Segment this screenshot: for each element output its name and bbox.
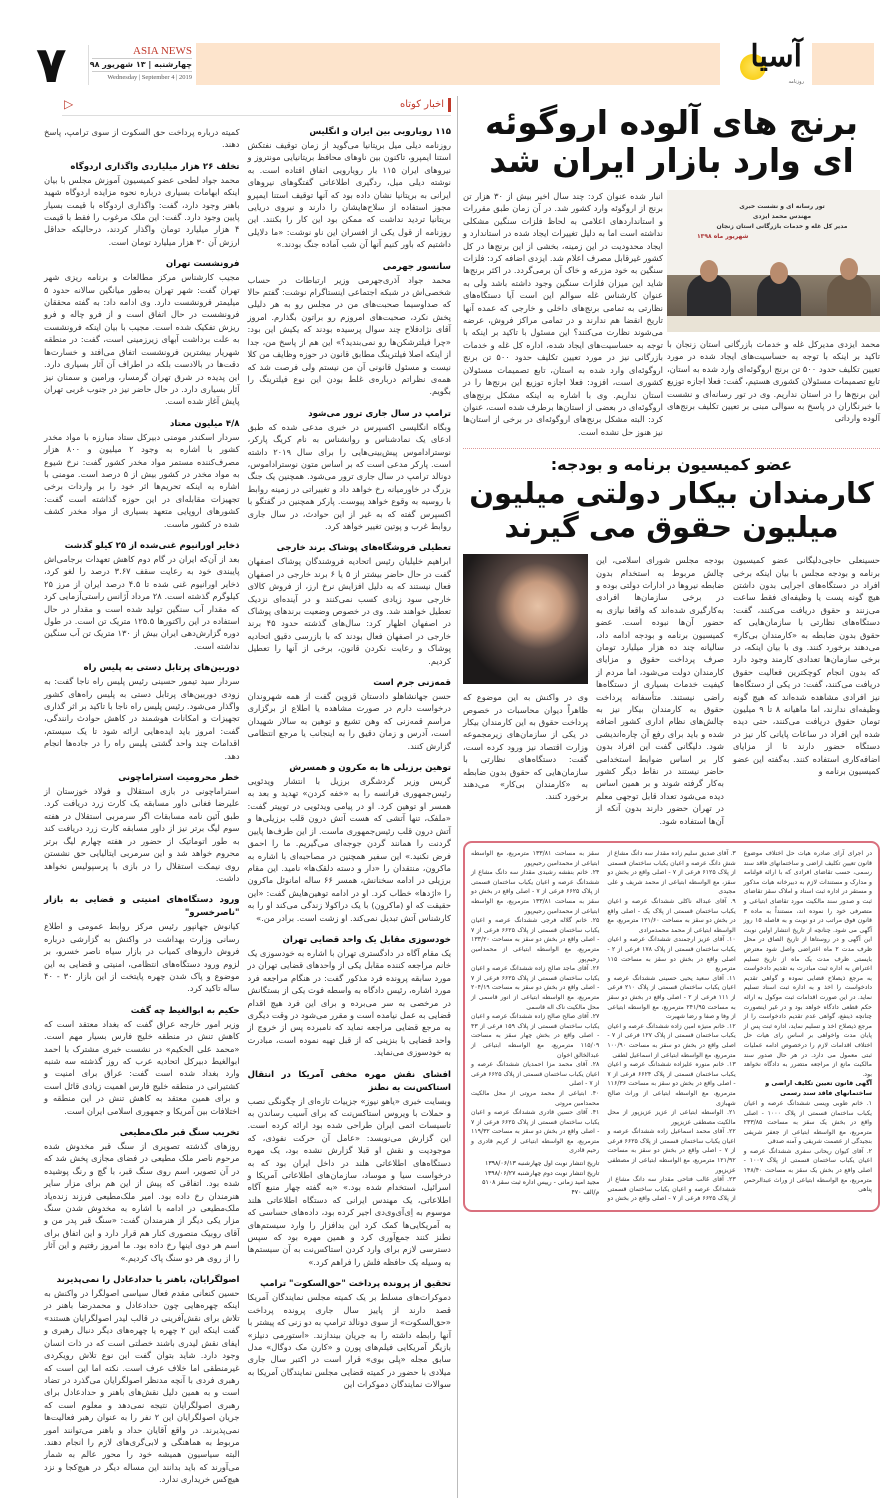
news-item-title: سانسور جهرمی: [382, 261, 451, 272]
notice-item: ۱۱. آقای سعید یحیی حسینی ششدانگ عرصه و اعیان یکباب ساختمان قسمتی از پلاک ۲۱۰ فرعی از ۱۱۱ فرعی از ۲ - اصلی واقع در بخش دو سقز به مساحت ۲۴۱/۹۵ مترمربع، مع الواسطه ابتیاعی از وفا و صفا و رضا شهبرت: [607, 974, 736, 1021]
banner-line: مهندس محمد ایزدی: [752, 213, 812, 220]
news-item-body: روزهای گذشته تصویری از سنگ قبر مخدوش شده مرحوم ناصر ملک مطیعی در فضای مجازی پخش شد که در آن تصویر، اسم روی سنگ قبر، با گچ و رنگ پوشیده شده بود. اتفاقی که پیش از این هم برای مزار سایر هنرمندان رخ داده بود. امیر ملک‌مطیعی فرزند زنده‌یاد ملک‌مطیعی در ادامه با اشاره به مخدوش شدن سنگ مزار یکی دیگر از هنرمندان گفت: «سنگ قبر پدر من و آقای روبیک منصوری کنار هم قرار دارد و این اتفاق برای اسم هر دوی اینها رخ داده بود. ما امروز رفتیم و این آثار را از روی هر دو سنگ پاک کردیم.»: [44, 1141, 240, 1263]
notice-item: ۲۷. آقای صالح صالح زاده ششدانگ عرصه و اعیان یکباب ساختمان قسمتی از پلاک ۱۵۹ فرعی از ۴۳ - اصلی واقع در بخش چهار سقز به مساحت ۱۱۵/۰۹ مترمربع، مع الواسطه ابتیاعی از عبدالخالق اخوان: [471, 1013, 600, 1059]
banner-line: شهریور ماه ۱۳۹۸: [697, 233, 749, 240]
notice-item: ۲۱. الواسطه ابتیاعی از عزیز عزیزپور از محل مالکیت مصطفی عزیزپور: [607, 1109, 736, 1126]
header-band-right: [812, 43, 874, 85]
article1-body: انبار شده عنوان کرد: چند سال اخیر بیش از ۳۰ هزار تن برنج از اروگوئه وارد کشور شد. در آن زمان طبق مقررات و استانداردهای اعلامی به لحاظ فلزات سنگین مشکلی نداشته است اما به دلیل تغییرات ایجاد شده در استاندارد و ایجاد محدودیت در این زمینه، بخشی از این برنج‌ها در کل کشور غیرقابل مصرف اعلام شد. ایزدی اضافه کرد: فلزات سنگین به خود مزرعه و خاک آن برمی‌گردد. در اکثر برنج‌ها شاید این میزان فلزات سنگین وجود داشته باشد ولی به عنوان کارشناس غله سوالم این است آیا دستگاه‌های نظارتی به تمامی برنج‌های داخلی و خارجی که عمده آنها تاریخ انقضا هم ندارند و در تمامی مراکز فروش، عرضه می‌شوند نظارت می‌کنند؟ این مسئول با تاکید بر اینکه با توجه به حساسیت‌های ایجاد شده، اداره کل غله و خدمات بازرگانی نیز در مورد تعیین تکلیف حدود ۵۰۰ تن برنج اروگوئه‌ای وارد شده به استان، تابع تصمیمات مسئولان کشوری است، افزود: فعلا اجازه توزیع این برنج‌ها را در استان نداریم. وی با اشاره به اینکه مشکل برنج‌های اروگوئه‌ای در بعضی از استان‌ها برطرف شده است، عنوان کرد: البته مشکل برنج‌های اروگوئه‌ای در برخی از استان‌ها نیز هنوز حل نشده است.: [463, 191, 663, 437]
news-item-title: افشای نقش مهره مخفی آمریکا در انتقال استاکس‌نت به نطنز: [247, 1069, 451, 1093]
news-item-title: فرونشست تهران: [165, 259, 240, 270]
notice-item: ۲۸. آقای محمد مزا احمدیان ششدانگ عرصه و اعیان یکباب ساختمان قسمتی از پلاک ۶۶۲۵ فرعی از ۷ - اصلی: [471, 1061, 600, 1088]
legal-notice-box: [463, 841, 880, 1212]
publish-date-1: تاریخ انتشار نوبت اول چهارشنبه ۱۳۹۸/۰۶/۱۳: [485, 1160, 600, 1168]
logo: [722, 40, 808, 88]
news-item-title: خودسوزی مقابل یک واحد قضایی تهران: [282, 934, 451, 945]
news-item-title: تعطیلی فروشگاه‌های پوشاک برند خارجی: [276, 543, 451, 554]
notice-intro: در اجرای آرای صادره هیات حل اختلاف موضوع قانون تعیین تکلیف اراضی و ساختمانهای فاقد سند رسمی، حسب تقاضای افرادی که با ارائه قولنامه و مدارک و مستندات لازم به دبیرخانه هیات مذکور و مستقر در اداره ثبت اسناد و املاک سقز تقاضای ثبت و صدور سند مالکیت مورد تقاضای ابتیاعی و متصرفی خود را نموده اند، مستنداً به ماده ۳ قانون فوق مراتب در دو نوبت و به فاصله ۱۵ روز آگهی می شود. چنانچه از تاریخ انتشار اولین نوبت این آگهی و در روستاها از تاریخ الصاق در محل ظرف مدت ۲ ماه اعتراضی واصل شود معترض بایستی ظرف مدت یک ماه از تاریخ تسلیم اعتراض به اداره ثبت مبادرت به تقدیم دادخواست به مرجع ذیصلاح قضایی نموده و گواهی تقدیم دادخواست را اخذ و به اداره ثبت اسناد تسلیم نماید. در این صورت اقدامات ثبت موکول به ارائه حکم قطعی دادگاه خواهد بود و در غیر اینصورت چنانچه ذینفع، گواهی عدم تقدیم دادخواست را از مرجع ذیصلاح اخذ و تسلیم نماید، اداره ثبت پس از پایان مدت واخواهی بر اساس رای هیات حل اختلاف اقدامات لازم را درخصوص ادامه عملیات ثبتی معمول می دارد. در هر حال صدور سند مالکیت مانع از مراجعه متضرر به دادگاه نخواهد بود.: [743, 850, 873, 1078]
article1-caption: محمد ایزدی مدیرکل غله و خدمات بازرگانی استان زنجان با تاکید بر اینکه با توجه به حساسیت‌های ایجاد شده در مورد تعیین تکلیف حدود ۵۰۰ تن برنج اروگوئه‌ای وارد شده به استان، تابع تصمیمات مسئولان کشوری هستیم، گفت: فعلا اجازه توزیع این برنج‌ها را در استان نداریم. وی در تور رسانه‌ای و نشست با خبرنگاران در پاسخ به سوالی مبنی بر تعیین تکلیف برنج‌های آلوده وارداتی: [667, 339, 881, 424]
short-news-column-a: [248, 126, 451, 1391]
news-item-title: ترامپ در سال جاری ترور می‌شود: [308, 408, 451, 419]
signature: مجید امید زمانی - رییس اداره ثبت سقز ۵۱۰۸: [482, 1179, 600, 1187]
notice-item: ۲۶. آقای ماجد صالح زاده ششدانگ عرصه و اعیان یکباب ساختمان قسمتی از پلاک ۶۶۲۵ فرعی از ۷ - اصلی واقع در بخش دو سقز به مساحت ۲۰۴/۱۹ مترمربع، مع الواسطه ابتیاعی از انور قاسمی از محل مالکیت ناک اله قاسمی: [471, 965, 600, 1011]
banner-line: مدیر کل غله و خدمات بازرگانی استان زنجان: [716, 223, 848, 230]
news-item-title: ۱۱۵ رویارویی بین ایران و انگلیس: [309, 127, 451, 137]
page-number: ۷: [36, 36, 67, 94]
notice-item: ۹. آقای عبداله ناکلی ششدانگ عرصه و اعیان یکباب ساختمان قسمتی از پلاک یک - اصلی واقع در بخش دو سقز به مساحت ۱۲۱/۶۰ مترمربع، مع الواسطه ابتیاعی از محمد محمدمرادی: [607, 898, 736, 934]
news-item-body: استراماچونی در بازی استقلال و فولاد خوزستان از علیرضا فغانی داور مسابقه یک کارت زرد دریافت کرد. طبق آئین نامه مسابقات اگر سرمربی استقلال در هفته سوم لیگ برتر نیز از داور مسابقه کارت زرد دریافت کند به طور اتوماتیک از حضور در هفته چهارم لیگ برتر محروم خواهد شد و این سرمربی ایتالیایی حق نشستن روی نیمکت استقلال را در بازی با پرسپولیس نخواهد داشت.: [44, 786, 240, 883]
news-item-body: مجیب کارشناس مرکز مطالعات و برنامه ریزی شهر تهران گفت: شهر تهران به‌طور میانگین سالانه حدود ۵ میلیمتر فرونشست دارد. وی ادامه داد: به گفته محققان فرونشست در حال اتفاق است و از فرو چاله و فرو ریزش تفکیک شده است. مجیب با بیان اینکه فرونشست به علت برداشت آبهای زیرزمینی است، گفت: در منطقه شهریار بیشترین فرونشست اتفاق می‌افتد و خسارت‌ها دقت‌ها در بالادست بلکه در اطراف آن آثار بسیاری دارد. این پدیده در شرق تهران گرمسار، ورامین و سمنان نیز آثار بسیاری دارد. در حال حاضر نیز در جنوب غربی تهران پایش آغاز شده است.: [44, 272, 240, 407]
short-news-column-b: [44, 126, 240, 1486]
publish-date-2: تاریخ انتشار نوبت دوم چهارشنبه ۱۳۹۸/۰۶/۲۷: [484, 1169, 600, 1177]
article2-photo-block: [463, 554, 588, 803]
news-item-title: قمه‌زنی جرم است: [373, 678, 451, 689]
notice-item: ۲۳. آقای غالب فتاحی مقدار سه دانگ مشاع از ششدانگ عرصه و اعیان یکباب ساختمان قسمتی از پلاک ۶۶۲۵ فرعی از ۷ - اصلی واقع در بخش دو سقز به مساحت ۱۳۳/۸۱ مترمربع، مع الواسطه ابتیاعی از محمدامین رحیم‌پور: [471, 850, 736, 1203]
article1-photo-block: [667, 190, 880, 425]
news-item-body: کیانوش جهانپور رئیس مرکز روابط عمومی و اطلاع رسانی وزارت بهداشت در واکنش به گزارشی درباره فروش داروهای کمیاب در بازار سیاه ناصر خسرو، بر لزوم ورود دستگاه‌های انتظامی، امنیتی و قضایی به این موضوع و پاک شدن چهره پایتخت از این بازار ۳۰ - ۴۰ ساله تاکید کرد.: [44, 921, 240, 994]
notice-item: ۱۰. آقای عزیز ارجمندی ششدانگ عرصه و اعیان یکباب ساختمان قسمتی از پلاک ۱۷۸ فرعی از ۲ - اصلی واقع در بخش دو سقز به مساحت ۱۱۵ مترمربع: [607, 936, 736, 973]
notice-item: ۱۲. خانم منیژه امین زاده ششدانگ عرصه و اعیان یکباب ساختمان قسمتی از پلاک ۱۲۷ فرعی از ۷ - اصلی واقع در بخش دو سقز به مساحت ۱۰۰/۹۰ مترمربع، مع الواسطه ابتیاعی از اسماعیل لطفی: [607, 1022, 736, 1059]
notice-footer: [471, 1159, 599, 1197]
notice-item: ۲۴. خانم بنفشه رشیدی مقدار سه دانگ مشاع از ششدانگ عرصه و اعیان یکباب ساختمان قسمتی از پلاک ۶۶۲۵ فرعی از ۷ - اصلی واقع در بخش دو سقز به مساحت ۱۳۳/۸۱ مترمربع، مع الواسطه ابتیاعی از محمدامین رحیم‌پور: [471, 869, 600, 915]
article2-kicker: عضو کمیسیون برنامه و بودجه:: [550, 455, 793, 475]
news-item-body: حسن جهانشاهلو دادستان قزوین گفت از همه شهروندان درخواست دارم در صورت مشاهده یا اطلاع از برگزاری مراسم قمه‌زنی که وهن تشیع و توهین به سالار شهیدان است، آدرس و زمان دقیق را به اینجانب یا مرجع انتظامی گزارش کنند.: [247, 691, 451, 751]
news-item-body: وبگاه انگلیسی اکسپرس در خبری مدعی شده که طبق ادعای یک نمادشناس و روانشناس به نام کریگ پارکر، نوستراداموس پیش‌بینی‌هایی را برای سال ۲۰۱۹ داشته است. پارکر مدعی است که بر اساس متون نوستراداموس، دونالد ترامپ در سال جاری ترور می‌شود. همچنین یک جنگ بزرگ در خاورمیانه رخ خواهد داد و تغییراتی در زمینه روابط با روسیه به وقوع خواهد پیوست. پارکر همچنین در گفتگو با اکسپرس گفته که به غیر از این حوادث، در سال جاری روابط غرب و پوتین تغییر خواهد کرد.: [247, 421, 451, 531]
news-item-body: سردار اسکندر مومنی دبیرکل ستاد مبارزه با مواد مخدر کشور با اشاره به وجود ۲ میلیون و ۸۰۰ هزار مصرف‌کننده مستمر مواد مخدر کشور گفت: نرخ شیوع به مواد مخدر در کشور بیش از ۵ درصد است. مومنی با اشاره به اینکه تحریم‌ها اثر خود را بر واردات برخی تجهیزات مقابله‌ای در این حوزه گذاشته است گفت: کشورهای اروپایی متعهد بسیاری از مواد مخدر کشف شده در کشور ماست.: [44, 431, 240, 529]
person-head: [770, 262, 788, 284]
news-item-title: خطر محرومیت استراماچونی: [118, 773, 240, 784]
logo-text: آسیا: [750, 39, 802, 74]
article2-column-3: وی در واکنش به این موضوع که ظاهراً دیوان محاسبات در خصوص پرداخت حقوق به این کارمندان بیکار در یکی از سازمان‌های زیرمجموعه وزارت اقتصاد نیز ورود کرده است، گفت: دستگاه‌های نظارتی با سازمان‌هایی که حقوق بدون ضابطه به «کارمندان بی‌کار» می‌دهند برخورد کنند.: [463, 692, 588, 802]
news-item-title: ورود دستگاه‌های امنیتی و قضایی به بازار "ناصرخسرو": [44, 895, 240, 919]
notice-item: ۱۳. خانم منوره علیزاده ششدانگ عرصه و اعیان یکباب ساختمان قسمتی از پلاک ۶۶۲۴ فرعی از ۷ - اصلی واقع در بخش دو سقز به مساحت ۱۱۶/۳۶ مترمربع، مع الواسطه ابتیاعی از وراث صالح شهبازی: [607, 1061, 736, 1107]
news-item-body: بعد از آن‌که ایران در گام دوم کاهش تعهدات برجامی‌اش پایبندی خود به رعایت سقف ۳.۶۷ درصد را لغو کرد، ذخایر اورانیوم غنی شده تا ۴.۵ درصد ایران از مرز ۲۵ کیلوگرم گذشته است. ۲۸ مرداد آژانس راستی‌آزمایی کرد که مقدار آب سنگین تولید شده است و مقدار در حال استفاده در این راکتورها ۱۲۵.۵ متریک تن است. در طول دوره گزارش‌دهی ایران بیش از ۱۳۰ متریک تن آب سنگین نداشته است.: [44, 553, 240, 651]
article2-column-2: بودجه مجلس شورای اسلامی، این چالش مربوط به استخدام بدون ضابطه نیروها در ادارات دولتی بوده و در برخی سازمان‌ها افرادی به‌کارگیری شده‌اند که واقعا نیازی به حضور آن‌ها نبوده است. عضو کمیسیون برنامه و بودجه ادامه داد، سالیانه چند ده هزار میلیارد تومان صرف پرداخت حقوق و مزایای کارمندان دولت می‌شود، اما مردم از کیفیت خدمات بسیاری از دستگاه‌ها راضی نیستند. متأسفانه پرداخت حقوق به کارمندان بیکار نیز به چالش‌های نظام اداری کشور اضافه شده و باید برای رفع آن چاره‌اندیشی شود. دلیگانی گفت این افراد بدون کار بر اساس ضوابط استخدامی حاضر نیستند در نقاط دیگر کشور به‌کار گرفته شوند و بر همین اساس دیده می‌شود تعداد قابل توجهی معلم در تهران حضور دارند بدون آنکه از آن‌ها استفاده شود.: [596, 555, 724, 826]
news-item-title: تخلف ۲۶ هزار میلیاردی واگذاری اردوگاه: [70, 161, 240, 172]
news-item-title: ذخایر اورانیوم غنی‌شده از ۲۵ کیلو گذشت: [64, 540, 240, 551]
news-item-title: ۴/۸ میلیون معتاد: [170, 418, 240, 429]
paper-name-en: ASIA NEWS: [133, 45, 192, 57]
news-item-title: اصولگرایان، باهنر یا حدادعادل را نمی‌پذیرند: [56, 1275, 240, 1286]
news-item-body: ابراهیم خلیلیان رئیس اتحادیه فروشندگان پوشاک اصفهان گفت در حال حاضر بیشتر از ۵ یا ۶ برند خارجی در اصفهان فعال نیستند که به دلیل افزایش نرخ ارز، از فروش کالای خارجی سود زیادی کسب نمی‌کنند و در آینده‌ای نزدیک تعطیل خواهند شد. وی در خصوص وضعیت برندهای پوشاک در اصفهان اظهار کرد: سال‌های گذشته حدود ۴۵ برند خارجی در اصفهان فعال بودند که با بازرسی دقیق اتحادیه پوشاک و رعایت نکردن قانون، برخی از آنها را تعطیل کردیم.: [247, 556, 451, 666]
article-divider: [463, 448, 880, 449]
news-item-body: محمد جواد آذری‌جهرمی وزیر ارتباطات در حساب شخصی‌اش در شبکه اجتماعی اینستاگرام نوشت: گفتم حالا که صداوسیما صحبت‌های من در مجلس رو به هر دلیلی پخش نکرد، صحبت‌های امروزم رو براتون بگذارم. امروز آقای نژادفلاح چند سوال پرسیده بودند که یکیش این بود: «چرا فیلترشکن‌ها رو نمی‌بندید؟» این هم از پاسخ من، جدا از اینکه اصلا فیلترینگ مطابق قانون در حوزه وظایف من کلا نیست و مسئول قانونی آن من نیستم ولی فرصت شد که همه‌ی نظراتم درباره‌ی غلط بودن این نوع فیلترینگ را بگویم.: [247, 274, 451, 397]
notice-item: ۳. آقای صدیق سلیم زاده مقدار سه دانگ مشاع از شش دانگ عرصه و اعیان یکباب ساختمان قسمتی از پلاک ۶۱۲۵ فرعی از ۷ - اصلی واقع در بخش دو سقز، مع الواسطه ابتیاعی از محمد شریف و علی مجیدی: [607, 850, 736, 896]
banner-line: تور رسانه ای و نشست خبری: [739, 203, 825, 210]
date-english: Wednesday | September 4 | 2019: [92, 71, 192, 83]
news-item-body: روزنامه دیلی میل بریتانیا می‌گوید از زمان توقیف نفتکش استنا ایمپرو، تاکنون بین ناوهای محافظ بریتانیایی مونتروز و نیروهای ایران ۱۱۵ بار رویارویی اتفاق افتاده است. به نوشته دیلی میل، ردگیری اطلاعاتی گفتگوهای نیروهای ایرانی به بریتانیا نشان داده بود که آنها توقیف استنا ایمپرو مجوز استفاده از سلاح‌هایشان را دارند و نیروی دریایی بریتانیا تردید نداشت که ممکن بود این کار را بکنند. این روزنامه از قول یکی از افسران این ناو نوشت: «ما دلایلی داشتیم که باور کنیم آنها آن شب آماده جنگ بودند.»: [247, 140, 451, 250]
article1-photo: [667, 190, 880, 332]
article2-headline: کارمندان بیکار دولتی میلیون میلیون حقوق می گیرند: [469, 476, 874, 545]
news-item-body: گریس وزیر گردشگری برزیل با انتشار ویدئویی رئیس‌جمهوری فرانسه را به «خفه کردن» تهدید و بعد به همسر او توهین کرد. او در پیامی ویدئویی در توییتر گفت: «ملفک، تنها آتشی که هست آتش درون قلب برزیلی‌ها و آتش درون قلب رئیس‌جمهوری ماست. از این طرف‌ها پایین گردنت را همانند گردن جوجه‌ای می‌گیریم. ما را احمق فرض نکنید.» این سفیر همچنین در مصاحبه‌ای با اشاره به ماکرون، منتقدان را «دار و دسته دلقک‌ها» نامید. این مقام برزیلی در ادامه سخنانش، همسر ۶۶ ساله امانوئل ماکرون را «اژدها» خطاب کرد. او در ادامه توهین‌هایش گفت: «این حقیقت که او (ماکرون) با یک دراکولا زندگی می‌کند او را به کارشناس آتش تبدیل نمی‌کند. او زشت است. برادر من.»: [247, 776, 451, 923]
header-band: [196, 43, 720, 85]
date-persian: چهارشنبه | ۱۳ شهریور ۹۸: [89, 60, 192, 69]
table: [667, 316, 880, 332]
news-item-body: کمیته درباره پرداخت حق السکوت از سوی ترامپ، پاسخ دهند.: [44, 127, 240, 150]
news-item-body: سردار سید تیمور حسینی رئیس پلیس راه ناجا گفت: به زودی دوربین‌های پرتابل دستی به پلیس راه‌های کشور واگذار می‌شود. رئیس پلیس راه ناجا با تاکید بر اثر گذاری تجهیزات و امکانات هوشمند در کاهش حوادث رانندگی، گفت: امروز باید ایده‌هایی ارائه شود تا یک سیستم، اقدامات چند واحد گشتی پلیس راه را در جاده‌ها انجام دهد.: [44, 676, 240, 761]
masthead-box: [88, 45, 192, 85]
news-item-body: دموکرات‌های مسلط بر یک کمیته مجلس نمایندگان آمریکا قصد دارند از پاییز سال جاری پرونده پرداخت «حق‌السکوت» از سوی دونالد ترامپ به دو زنی که پیشتر با آنها رابطه داشته را به جریان بیندازند. «استورمی دنیلز» بازیگر آمریکایی فیلم‌های پورن و «کارن مک دوگال» مدل سابق مجله «پلی بوی» قرار است در اکتبر سال جاری میلادی با حضور در کمیته قضایی مجلس نمایندگان آمریکا به سوالات نمایندگان دموکرات این: [247, 1292, 451, 1390]
news-item-body: حسین کنعانی مقدم فعال سیاسی اصولگرا در واکنش به اینکه چهره‌هایی چون حدادعادل و محمدرضا باهنر در تلاش برای نقش‌آفرینی در قالب لیدر اصولگرایان هستند» گفت اینکه این ۲ چهره یا چهره‌های دیگر دنبال رهبری و ایفای نقش لیدری باشند خصلتی است که در ذات انسان وجود دارد. شاید بتوان گفت این نوع تلاش رویکردی غیرمنطقی اما خلاف عرف است. نکته اما این است که رهبری فردی با آنچه مدنظر اصولگرایان می‌گذرد در تضاد است و به همین دلیل نقش‌های باهنر و حدادعادل برای رهبری اصولگرایان نتیجه نمی‌دهد و معلوم است که جریان اصولگرایان این ۲ نفر را به عنوان رهبر فعالیت‌ها نمی‌پذیرند. در واقع آقایان حداد و باهنر می‌توانند امور مربوط به هماهنگی و لابی‌گری‌های لازم را انجام دهند. البته سیاسیون همیشه خود را محور عالم به شمار می‌آورند که باید بدانند این مساله دیگر در هیچ‌کجا و نزد هیچ‌کس خریداری ندارد.: [44, 1288, 240, 1485]
main-stories: [463, 96, 880, 1212]
notice-item: ۲۵. خانم گلاله فرجی ششدانگ عرصه و اعیان یکباب ساختمان قسمتی از پلاک ۶۶۲۵ فرعی از ۷ - اصلی واقع در بخش دو سقز به مساحت ۱۳۳/۲۰ مترمربع، مع الواسطه ابتیاعی از محمدامین رحیم‌پور: [471, 917, 600, 963]
logo-subtext: روزنامه: [788, 79, 804, 85]
person-head: [700, 260, 718, 282]
news-item-body: محمد جواد لطحی عضو کمیسیون آموزش مجلس با بیان اینکه ابهامات بسیاری درباره نحوه مزایده اردوگاه شهید باهنر وجود دارد، گفت: واگذاری اردوگاه با قیمت بسیار پایین وجود دارد. گفت: این ملک مرغوب را فقط با قیمت ۴ هزار میلیارد تومان واگذار کردند، درحالیکه حداقل ارزش آن ۳۰ هزار میلیارد تومان است.: [44, 174, 240, 247]
notice-ref-code: م/الف ۴۷۰: [571, 1188, 600, 1196]
page-body: [44, 96, 880, 1498]
notice-item: ۲. آقای کیوان ریحانی سفری ششدانگ عرصه و اعیان یکباب ساختمان قسمتی از پلاک ۱۰۰۷ - اصلی واقع در بخش یک سقز به مساحت ۱۴۸/۴۰ مترمربع، مع الواسطه ابتیاعی از وراث عبدالرحمن پناهی: [743, 1147, 873, 1194]
short-news-header: [62, 96, 451, 116]
news-item-title: حکیم به ابوالغیط چه گفت: [130, 1005, 240, 1016]
article1: [463, 190, 880, 438]
person-head: [840, 258, 858, 280]
news-item-title: تحقیق از پرونده پرداخت "حق‌السکوت" ترامپ: [260, 1279, 451, 1290]
news-item-body: وزیر امور خارجه عراق گفت که بغداد معتقد است که کاهش تنش در منطقه خلیج فارس بسیار مهم است. «محمد علی الحکیم» در نشست خبری مشترک با احمد ابوالغیط دبیرکل اتحادیه عرب که روز گذشته سه شنبه وارد بغداد شده است گفت: عراق برای امنیت و کشتیرانی در منطقه خلیج فارس اهمیت زیادی قائل است و برای همین معتقد به کاهش تنش در این منطقه و اختلافات بین آمریکا و جمهوری اسلامی ایران است.: [44, 1018, 240, 1116]
short-news-title: اخبار کوتاه: [400, 98, 451, 112]
notice-item: ۴۱. آقای حسین قادری ششدانگ عرصه و اعیان یکباب ساختمان قسمتی از پلاک ۶۶۲۵ فرعی از ۷ - اصلی واقع در بخش دو سقز به مساحت ۱۱۹/۳۲ مترمربع، مع الواسطه ابتیاعی از کریم قادری و رحیم قادری: [471, 1109, 600, 1155]
news-item-title: تخریب سنگ قبر ملک‌مطیعی: [119, 1128, 240, 1138]
article1-headline: برنج های آلوده اروگوئه ای وارد بازار ایران شد: [485, 103, 858, 180]
article2-portrait-photo: [463, 554, 588, 684]
article2: [463, 554, 880, 827]
play-arrow-icon: ▷: [64, 97, 74, 111]
short-news-columns: [44, 126, 451, 1486]
notice-item: ۲۲. آقای محمد اسماعیل زاده ششدانگ عرصه و اعیان یکباب ساختمان قسمتی از پلاک ۶۶۲۵ فرعی از ۷ - اصلی واقع در بخش دو سقز به مساحت ۱۲۱/۹۲ مترمربع، مع الواسطه ابتیاعی از مصطفی عزیزپور: [607, 1128, 736, 1174]
news-item-body: یک مقام آگاه در دادگستری تهران با اشاره به خودسوزی یک خانم مراجعه کننده مقابل یکی از واحدهای قضایی تهران در مورد سابقه پرونده فرد مذکور گفت: در هنگام مراجعه فرد مورد اشاره، رئیس دادگاه به واسطه فوت یکی از بستگانش در مرخصی به سر می‌برده و برای این فرد هیچ اقدام قضایی به عمل نیامده است و مقرر می‌شود در وقت دیگری به مرجع قضایی مراجعه نماید که نامبرده پس از خروج از واحد قضایی با بنزینی که از قبل تهیه نموده است، مبادرت به خودسوزی می‌نماید.: [247, 947, 451, 1058]
news-item-title: توهین برزیلی ها به مکرون و همسرش: [289, 763, 451, 774]
notice-item: ۱. خانم طوبی ویسی ششدانگ عرصه و اعیان یکباب ساختمان قسمتی از پلاک ۱۰۰۰ - اصلی واقع در بخش یک سقز به مساحت ۲۳۳/۸۵ مترمربع، مع الواسطه ابتیاعی از جعفر شریفی بنجیدگی از عصمت شریفی و آمنه صدقی: [743, 1099, 872, 1146]
photo-banner: [697, 202, 867, 242]
notice-item: ۴۰. ابتیاعی از محمد مروتی از محل مالکیت محمدامین مروتی: [471, 1089, 600, 1107]
news-item-title: دوربین‌های پرتابل دستی به پلیس راه: [83, 663, 240, 674]
notice-title: آگهی قانون تعیین تکلیف اراضی و ساختمانهای فاقد سند رسمی: [765, 1079, 872, 1098]
article2-column-1: حسینعلی حاجی‌دلیگانی عضو کمیسیون برنامه و بودجه مجلس با بیان اینکه برخی افراد در دستگاه‌های اجرایی بدون داشتن هیچ گونه پست یا وظیفه‌ای فقط ساعت می‌زنند و حقوق دریافت می‌کنند، گفت: دستگاه‌های نظارتی با سازمان‌هایی که حقوق بدون ضابطه به «کارمندان بی‌کار» می‌دهند برخورد کنند. وی با بیان اینکه، در برخی سازمان‌ها تعدادی کارمند وجود دارد که بدون انجام کوچکترین فعالیت حقوق دریافت می‌کنند، گفت: در یکی از دستگاه‌ها نیز افرادی مشاهده شده‌اند که هیچ گونه وظیفه‌ای ندارند، اما ماهیانه ۸ تا ۹ میلیون تومان حقوق دریافت می‌کنند، حتی دیده شده این افراد در ساعات پایانی کار نیز در دستگاه حضور دارند تا از مزایای اضافه‌کاری استفاده کنند. به‌گفته این عضو کمیسیون برنامه و: [733, 555, 880, 777]
news-item-body: وبسایت خبری «یاهو نیوز» جزییات تازه‌ای از چگونگی نصب و حملات با ویروس استاکس‌نت که برای آسیب رساندن به تاسیسات اتمی ایران طراحی شده بود ارائه کرده است. این گزارش می‌نویسد: «عامل آن حرکت نفوذی، که موجودیت و نقش او قبلا گزارش نشده بود، یک مهره دستگاه‌های اطلاعاتی هلند در داخل ایران بود که به درخواست سیا و موساد، سازمان‌های اطلاعاتی آمریکا و اسرائیل، استخدام شده بود.» «به گفته چهار منبع آگاه اطلاعاتی، یک مهندس ایرانی که دستگاه اطلاعاتی هلند موسوم به اِی‌آی‌وی‌دی اجیر کرده بود، داده‌های حساسی که به آمریکایی‌ها کمک کرد این بدافزار را وارد سیستم‌های نطنز کنند جمع‌آوری کرد و همین مهره بود که سپس دسترسی لازم برای وارد کردن استاکس‌نت به آن سیستم‌ها به وسیله یک حافظه فلش را فراهم کرد.»: [247, 1095, 451, 1267]
short-news-section: [44, 96, 458, 1498]
